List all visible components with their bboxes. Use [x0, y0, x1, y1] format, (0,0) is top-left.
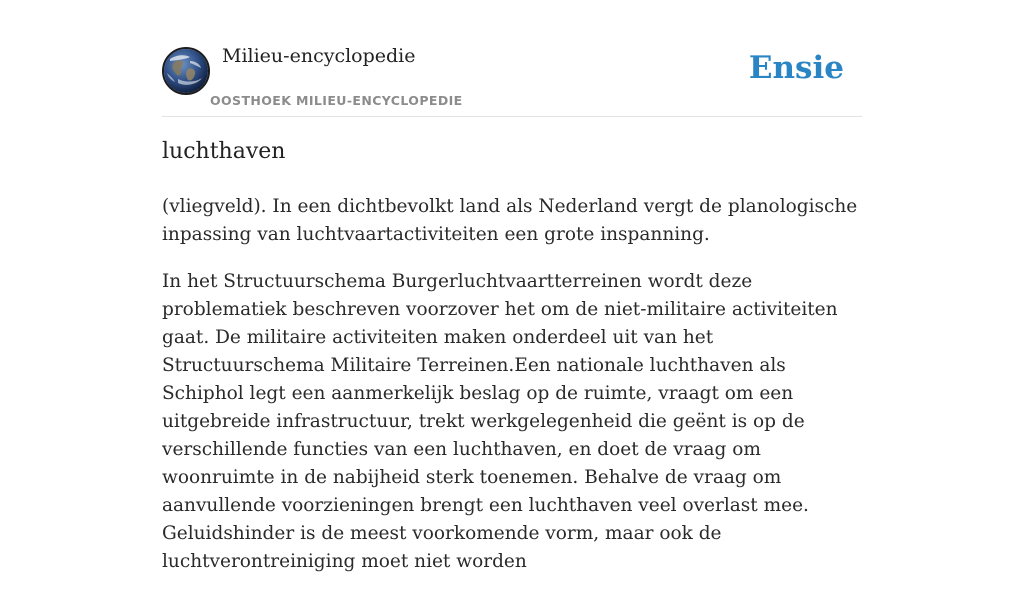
brand-logo[interactable]: Ensie [748, 50, 844, 86]
site-title[interactable]: Milieu-encyclopedie [222, 45, 416, 67]
globe-icon[interactable] [162, 47, 210, 95]
article-body [162, 193, 862, 595]
article-paragraph: (vliegveld). In een dichtbevolkt land als Nederland vergt de planologische inpassing van luchtvaartactiviteiten een grote inspanning. [162, 196, 858, 245]
article-paragraph: In het Structuurschema Burgerluchtvaartterreinen wordt deze problematiek beschreven voorzover het om de niet-militaire activiteiten gaat. De militaire activiteiten maken onderdeel uit van het Structuurschema Militaire Terreinen.Een nationale luchthaven als Schiphol legt een aanmerkelijk beslag op de ruimte, vraagt om een uitgebreide infrastructuur, trekt werkgelegenheid die geënt is op de verschillende functies van een luchthaven, en doet de vraag om woonruimte in de nabijheid sterk toenemen. Behalve de vraag om aanvullende voorzieningen brengt een luchthaven veel overlast mee. Geluidshinder is de meest voorkomende vorm, maar ook de luchtverontreiniging moet niet worden [162, 271, 838, 572]
site-header [162, 0, 862, 117]
site-subtitle: OOSTHOEK MILIEU-ENCYCLOPEDIE [210, 93, 463, 108]
term-title: luchthaven [162, 139, 286, 164]
